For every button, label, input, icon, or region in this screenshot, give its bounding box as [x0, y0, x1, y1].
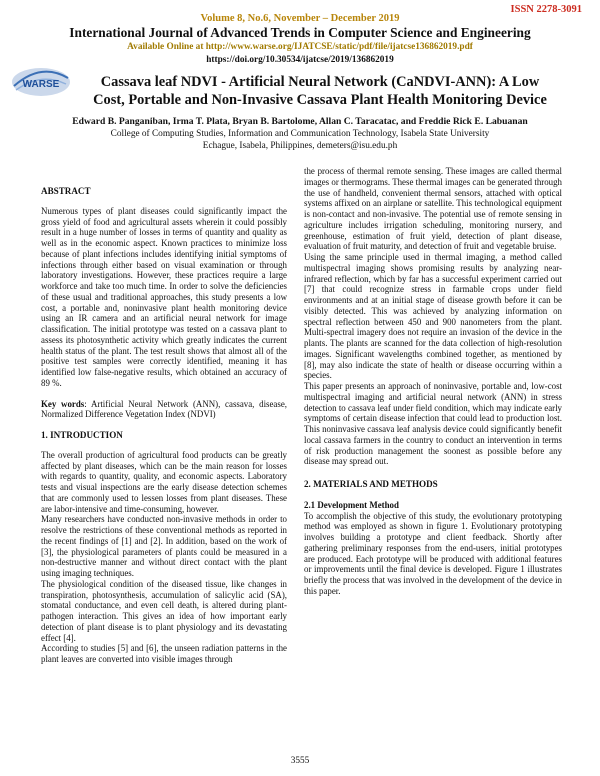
- right-paragraph-1: the process of thermal remote sensing. These images are called thermal images or thermograms. These thermal images can be generated through the use of handheld, convenient thermal sensors, attached with optical systems affixed on an airplane or satellite. This technological equipment is non-contact and non-invasive. The potential use of remote sensing in agriculture includes irrigation scheduling, monitoring nursery, and greenhouse, estimation of fruit yield, detection of plant disease, evaluation of fruit maturity, and detection of fruit and vegetable bruise.: [304, 166, 562, 252]
- affiliation-line-1: College of Computing Studies, Information and Communication Technology, Isabela State University: [110, 129, 490, 139]
- paper-title-line-1: Cassava leaf NDVI - Artificial Neural Network (CaNDVI-ANN): A Low: [100, 74, 540, 90]
- paper-title: [70, 74, 570, 109]
- right-paragraph-4: To accomplish the objective of this study, the evolutionary prototyping method was employed as shown in figure 1. Evolutionary prototyping involves building a prototype and client feedback. Shortly after gathering preliminary responses from the end-users, initial prototypes are produced. Each prototype will be produced with additional features or improvements until the final device is developed. Figure 1 illustrates briefly the process that was involved in the development of the device in this paper.: [304, 510, 562, 596]
- development-method-heading: 2.1 Development Method: [304, 499, 399, 510]
- abstract-heading: ABSTRACT: [41, 186, 91, 196]
- keywords-text: : Artificial Neural Network (ANN), cassava, disease, Normalized Difference Vegetation Index (NDVI): [41, 398, 287, 420]
- right-paragraph-2: Using the same principle used in thermal imaging, a method called multispectral imaging shows promising results by analyzing near-infrared reflection, which by far has a successful experiment carried out [7] that could recognize stress in farmable crops under field environments and at an initial stage of disease growth before it can be visibly detected. This was achieved by analyzing information on spectral reflection between 450 and 900 nanometers from the plant. Multi-spectral imagery does not require an invasion of the device in the plants. The plants are scanned for the data collection of high-resolution images. Significant wavelengths combined together, as mentioned by [8], may also indicate the state of health or disease occurring within a species.: [304, 252, 562, 381]
- doi-link[interactable]: https://doi.org/10.30534/ijatcse/2019/136862019: [206, 55, 394, 65]
- left-column: [41, 186, 287, 665]
- abstract-text: Numerous types of plant diseases could significantly impact the gross yield of food and agricultural assets wherein it could possibly result in a huge number of losses in terms of quantity and quality as well as in the economic aspect. Known practices to minimize loss because of plant infections includes identifying initial symptoms of infections through either based on visual examination or through laboratory investigations. However, these practices require a large workforce and take too much time. In order to solve the deficiencies of these usual and traditional approaches, this study presents a low cost, a portable and, noninvasive plant health monitoring device using an IR camera and an artificial neural network for image classification. The initial prototype was tested on a cassava plant to assess its photosynthetic activity which greatly indicates the current health status of the plant. The test result shows that almost all of the positive test samples were correctly identified, meaning it has identified low false-negative results, which obtained an accuracy of 89 %.: [41, 205, 287, 388]
- affiliation-line-2: Echague, Isabela, Philippines, demeters@isu.edu.ph: [202, 141, 398, 151]
- volume-line: Volume 8, No.6, November – December 2019: [200, 13, 400, 24]
- intro-paragraph-4: According to studies [5] and [6], the unseen radiation patterns in the plant leaves are converted into visible images through: [41, 643, 287, 664]
- intro-paragraph-3: The physiological condition of the diseased tissue, like changes in transpiration, photosynthesis, accumulation of salicylic acid (SA), stomatal conductance, and even cell death, is altered during plant-pathogen interaction. This gives an idea of how important early detection of plant disease is to plant physiology and its devastating effect [4].: [41, 578, 287, 643]
- available-online-link[interactable]: Available Online at http://www.warse.org/IJATCSE/static/pdf/file/ijatcse136862019.pdf: [127, 42, 473, 52]
- svg-text:WARSE: WARSE: [22, 79, 60, 90]
- keywords-label: Key words: [41, 398, 85, 409]
- right-paragraph-3: This paper presents an approach of noninvasive, portable and, low-cost multispectral imaging and artificial neural network (ANN) in stress detection to cassava leaf under field condition, which may indicate early symptoms of certain disease infection that could lead to production lost. This noninvasive cassava leaf analysis device could significantly benefit local cassava farmers in the country to conduct an intervention in terms of risk production management the soonest as possible before any disease may spread out.: [304, 381, 562, 467]
- warse-logo: [10, 66, 72, 98]
- journal-name: International Journal of Advanced Trends in Computer Science and Engineering: [69, 25, 531, 40]
- intro-paragraph-1: The overall production of agricultural food products can be greatly affected by plant diseases, which can be the main reason for losses with regards to quantity, quality, and economic aspects. Laboratory tests and visual inspections are the early disease detection schemes that are commonly used to lessen losses from plant diseases. These are labor-intensive and time-consuming, however.: [41, 449, 287, 514]
- authors: Edward B. Panganiban, Irma T. Plata, Bryan B. Bartolome, Allan C. Taracatac, and Freddie Rick E. Labuanan: [72, 116, 528, 127]
- right-column: [304, 166, 562, 597]
- page-number: 3555: [290, 756, 310, 766]
- keywords-paragraph: [41, 399, 287, 421]
- intro-paragraph-2: Many researchers have conducted non-invasive methods in order to resolve the restrictions of these conventional methods as reported in the recent findings of [1] and [2]. In addition, based on the work of [3], the physiological parameters of plants could be measured in a non-destructive manner and without direct contact with the plant using imaging techniques.: [41, 514, 287, 578]
- paper-title-line-2: Cost, Portable and Non-Invasive Cassava Plant Health Monitoring Device: [93, 91, 547, 108]
- introduction-heading: 1. INTRODUCTION: [41, 430, 123, 440]
- issn-label: ISSN 2278-3091: [510, 4, 582, 15]
- methods-heading: 2. MATERIALS AND METHODS: [304, 479, 438, 489]
